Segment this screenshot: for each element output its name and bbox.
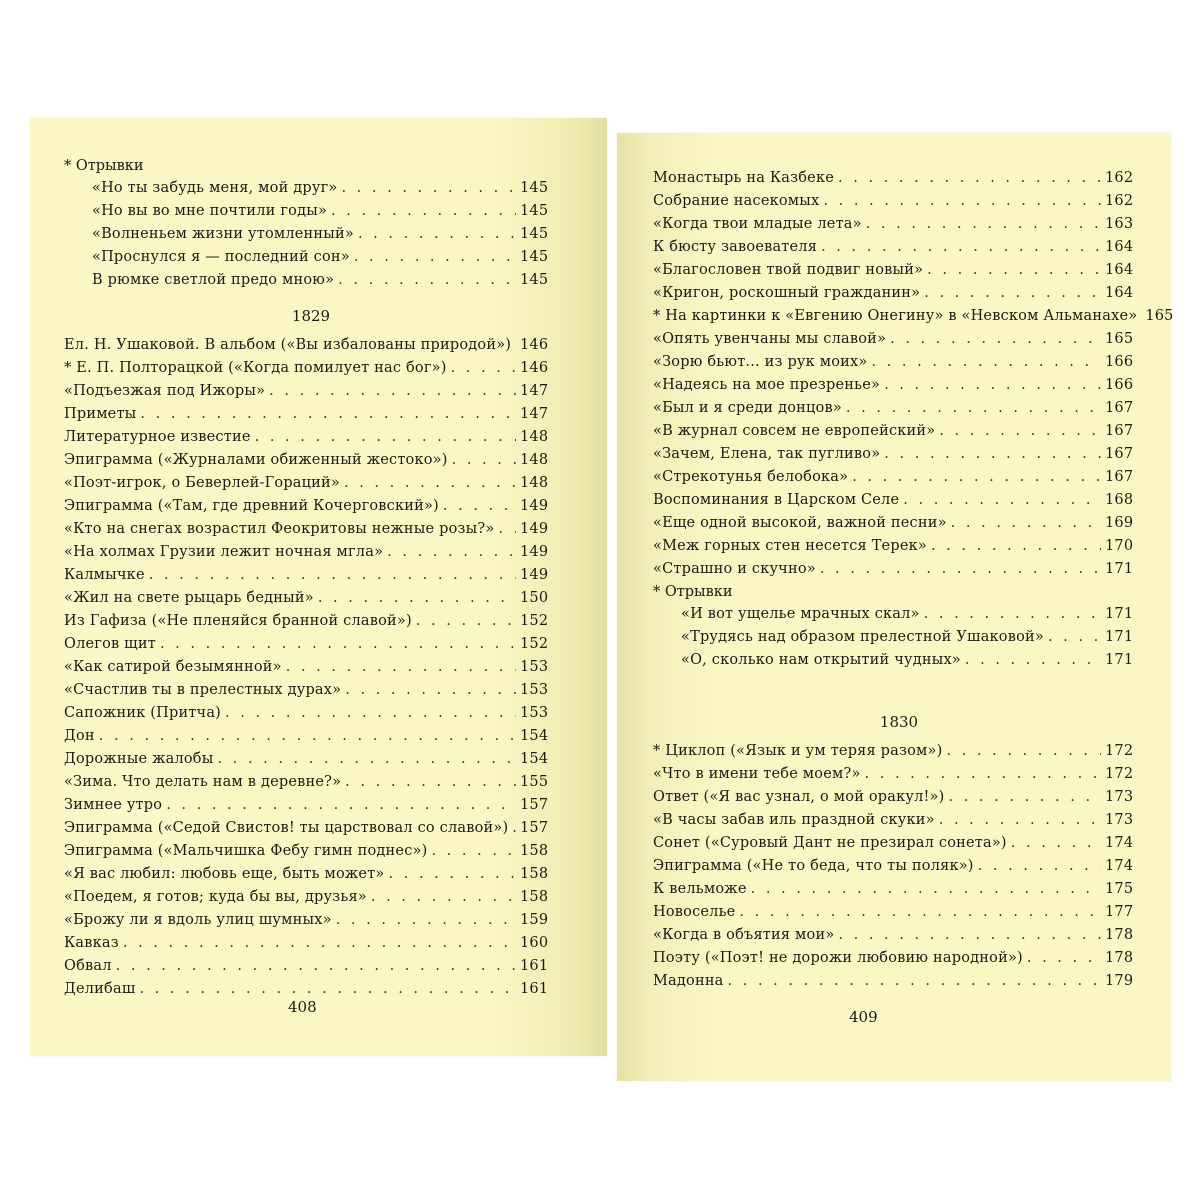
entry-page-number: 167 — [1105, 400, 1134, 416]
leader-dots — [866, 216, 1101, 232]
entry-page-number: 149 — [520, 521, 549, 537]
leader-dots — [371, 889, 516, 905]
toc-entry — [64, 866, 549, 889]
entry-page-number: 165 — [1145, 308, 1174, 324]
toc-entry — [64, 429, 549, 452]
entry-page-number: 149 — [520, 567, 549, 583]
toc-entry — [64, 912, 549, 935]
leader-dots — [431, 843, 516, 859]
entry-page-number: 146 — [520, 337, 549, 353]
leader-dots — [846, 400, 1101, 416]
leader-dots — [927, 262, 1101, 278]
entry-page-number: 153 — [520, 682, 549, 698]
leader-dots — [1027, 950, 1101, 966]
toc-entry — [64, 728, 549, 751]
fragments-heading: * Отрывки — [653, 584, 733, 600]
entry-title: «Еще одной высокой, важной песни» — [653, 515, 947, 531]
entry-page-number: 167 — [1105, 423, 1134, 439]
toc-entry — [64, 958, 549, 981]
toc-entry — [64, 521, 549, 544]
leader-dots — [852, 469, 1101, 485]
toc-entry — [653, 743, 1134, 766]
leader-dots — [978, 858, 1101, 874]
toc-entry — [64, 498, 549, 521]
left-toc — [64, 158, 549, 1004]
leader-dots — [871, 354, 1101, 370]
toc-entry — [64, 590, 549, 613]
leader-dots — [949, 789, 1102, 805]
entry-page-number: 154 — [520, 728, 549, 744]
entry-page-number: 163 — [1105, 216, 1134, 232]
entry-title: «Стрекотунья белобока» — [653, 469, 849, 485]
entry-title: «Жил на свете рыцарь бедный» — [64, 590, 314, 606]
toc-entry — [653, 927, 1134, 950]
leader-dots — [884, 446, 1101, 462]
fragments-heading: * Отрывки — [64, 158, 144, 174]
entry-title: Дон — [64, 728, 95, 744]
leader-dots — [965, 652, 1101, 668]
entry-title: Кавказ — [64, 935, 119, 951]
entry-page-number: 178 — [1105, 927, 1134, 943]
toc-entry — [64, 337, 549, 360]
entry-title: «Кригон, роскошный гражданин» — [653, 285, 921, 301]
leader-dots — [512, 820, 516, 836]
entry-page-number: 172 — [1105, 743, 1134, 759]
entry-page-number: 150 — [520, 590, 549, 606]
toc-entry — [64, 249, 549, 272]
entry-title: Поэту («Поэт! не дорожи любовию народной») — [653, 950, 1023, 966]
entry-title: «Трудясь над образом прелестной Ушаковой» — [681, 629, 1044, 645]
entry-title: Эпиграмма («Мальчишка Фебу гимн поднес») — [64, 843, 428, 859]
entry-page-number: 155 — [520, 774, 549, 790]
entry-title: Литературное известие — [64, 429, 251, 445]
toc-entry — [653, 193, 1134, 216]
entry-page-number: 178 — [1105, 950, 1134, 966]
leader-dots — [1048, 629, 1101, 645]
entry-page-number: 158 — [520, 889, 549, 905]
entry-title: «Поэт-игрок, о Беверлей-Гораций» — [64, 475, 340, 491]
entry-title: Собрание насекомых — [653, 193, 820, 209]
entry-page-number: 167 — [1105, 469, 1134, 485]
entry-page-number: 159 — [520, 912, 549, 928]
entry-title: «Но ты забудь меня, мой друг» — [92, 180, 338, 196]
entry-title: Калмычке — [64, 567, 145, 583]
toc-entry — [64, 226, 549, 249]
leader-dots — [269, 383, 516, 399]
entry-page-number: 154 — [520, 751, 549, 767]
entry-title: «Надеясь на мое презренье» — [653, 377, 881, 393]
entry-title: Олегов щит — [64, 636, 156, 652]
entry-title: «Меж горных стен несется Терек» — [653, 538, 927, 554]
toc-entry — [653, 858, 1134, 881]
toc-entry — [64, 820, 549, 843]
entry-page-number: 179 — [1105, 973, 1134, 989]
entry-title: «Страшно и скучно» — [653, 561, 816, 577]
entry-title: «Счастлив ты в прелестных дурах» — [64, 682, 342, 698]
toc-entry — [653, 492, 1134, 515]
entry-title: «Что в имени тебе моем?» — [653, 766, 861, 782]
entry-title: «И вот ущелье мрачных скал» — [681, 606, 920, 622]
toc-entry — [653, 766, 1134, 789]
entry-page-number: 147 — [520, 406, 549, 422]
entry-page-number: 161 — [520, 958, 549, 974]
entry-title: «В часы забав иль праздной скуки» — [653, 812, 935, 828]
leader-dots — [149, 567, 516, 583]
entry-title: «Когда в объятия мои» — [653, 927, 835, 943]
leader-dots — [123, 935, 516, 951]
entry-page-number: 164 — [1105, 239, 1134, 255]
entry-page-number: 171 — [1105, 561, 1134, 577]
leader-dots — [1011, 835, 1101, 851]
leader-dots — [341, 180, 516, 196]
toc-entry — [64, 705, 549, 728]
entry-title: «Кто на снегах возрастил Феокритовы нежные розы?» — [64, 521, 495, 537]
entry-title: К вельможе — [653, 881, 747, 897]
entry-page-number: 145 — [520, 272, 549, 288]
fragments-list — [64, 180, 549, 295]
page-number: 409 — [849, 1008, 878, 1026]
entry-title: «Опять увенчаны мы славой» — [653, 331, 887, 347]
entry-page-number: 152 — [520, 613, 549, 629]
toc-entry — [653, 538, 1134, 561]
leader-dots — [354, 249, 516, 265]
entry-page-number: 157 — [520, 820, 549, 836]
entry-title: «Проснулся я — последний сон» — [92, 249, 350, 265]
toc-entry — [64, 452, 549, 475]
toc-entry — [653, 400, 1134, 423]
leader-dots — [451, 360, 516, 376]
leader-dots — [286, 659, 516, 675]
leader-dots — [345, 682, 516, 698]
toc-entry — [64, 567, 549, 590]
toc-entry — [653, 423, 1134, 446]
leader-dots — [498, 521, 516, 537]
leader-dots — [838, 170, 1101, 186]
toc-entry — [653, 262, 1134, 285]
entry-title: К бюсту завоевателя — [653, 239, 818, 255]
leader-dots — [939, 812, 1101, 828]
toc-entry — [653, 652, 1134, 675]
toc-entry — [64, 360, 549, 383]
entry-page-number: 172 — [1105, 766, 1134, 782]
leader-dots — [751, 881, 1101, 897]
leader-dots — [225, 705, 516, 721]
entry-page-number: 162 — [1105, 193, 1134, 209]
entry-page-number: 157 — [520, 797, 549, 813]
entry-title: Делибаш — [64, 981, 136, 997]
toc-entry — [64, 544, 549, 567]
entry-page-number: 147 — [520, 383, 549, 399]
entry-page-number: 166 — [1105, 377, 1134, 393]
toc-entry — [64, 613, 549, 636]
entry-title: «Был и я среди донцов» — [653, 400, 842, 416]
entry-title: Мадонна — [653, 973, 724, 989]
leader-dots — [345, 774, 516, 790]
entry-title: Дорожные жалобы — [64, 751, 214, 767]
entry-title: «Но вы во мне почтили годы» — [92, 203, 328, 219]
entry-page-number: 167 — [1105, 446, 1134, 462]
entry-title: Ответ («Я вас узнал, о мой оракул!») — [653, 789, 945, 805]
entry-page-number: 145 — [520, 180, 549, 196]
entry-title: Приметы — [64, 406, 137, 422]
toc-entry — [64, 751, 549, 774]
toc-entry — [64, 843, 549, 866]
toc-entry — [653, 606, 1134, 629]
leader-dots — [140, 981, 517, 997]
toc-entry — [64, 272, 549, 295]
leader-dots — [217, 751, 516, 767]
leader-dots — [515, 337, 516, 353]
entry-title: Монастырь на Казбеке — [653, 170, 835, 186]
toc-entry — [653, 515, 1134, 538]
leader-dots — [820, 561, 1101, 577]
entry-page-number: 145 — [520, 249, 549, 265]
toc-entry — [653, 561, 1134, 584]
entry-page-number: 148 — [520, 452, 549, 468]
entry-page-number: 171 — [1105, 606, 1134, 622]
toc-list — [653, 743, 1134, 996]
leader-dots — [890, 331, 1101, 347]
entry-page-number: 153 — [520, 659, 549, 675]
leader-dots — [318, 590, 516, 606]
leader-dots — [331, 203, 516, 219]
entry-page-number: 152 — [520, 636, 549, 652]
entry-title: Эпиграмма («Журналами обиженный жестоко») — [64, 452, 448, 468]
toc-entry — [64, 203, 549, 226]
toc-entry — [64, 774, 549, 797]
year-heading: 1830 — [879, 713, 919, 731]
entry-page-number: 165 — [1105, 331, 1134, 347]
leader-dots — [387, 544, 516, 560]
leader-dots — [358, 226, 516, 242]
entry-title: * На картинки к «Евгению Онегину» в «Невском Альманахе» — [653, 308, 1138, 324]
entry-title: Обвал — [64, 958, 112, 974]
toc-entry — [653, 469, 1134, 492]
toc-entry — [653, 446, 1134, 469]
entry-page-number: 161 — [520, 981, 549, 997]
leader-dots — [389, 866, 516, 882]
entry-page-number: 166 — [1105, 354, 1134, 370]
toc-entry — [653, 881, 1134, 904]
entry-page-number: 173 — [1105, 812, 1134, 828]
entry-page-number: 174 — [1105, 835, 1134, 851]
entry-title: «На холмах Грузии лежит ночная мгла» — [64, 544, 384, 560]
entry-title: «Волненьем жизни утомленный» — [92, 226, 354, 242]
entry-page-number: 145 — [520, 226, 549, 242]
toc-entry — [653, 170, 1134, 193]
entry-page-number: 162 — [1105, 170, 1134, 186]
leader-dots — [116, 958, 516, 974]
entry-page-number: 145 — [520, 203, 549, 219]
entry-title: «Благословен твой подвиг новый» — [653, 262, 924, 278]
toc-entry — [64, 406, 549, 429]
toc-entry — [653, 377, 1134, 400]
leader-dots — [838, 927, 1101, 943]
entry-page-number: 158 — [520, 843, 549, 859]
entry-page-number: 158 — [520, 866, 549, 882]
leader-dots — [166, 797, 516, 813]
toc-entry — [64, 797, 549, 820]
year-heading: 1829 — [291, 307, 331, 325]
leader-dots — [884, 377, 1101, 393]
entry-page-number: 148 — [520, 429, 549, 445]
toc-entry — [653, 308, 1174, 331]
entry-title: «Подъезжая под Ижоры» — [64, 383, 266, 399]
entry-page-number: 177 — [1105, 904, 1134, 920]
leader-dots — [728, 973, 1101, 989]
leader-dots — [416, 613, 516, 629]
leader-dots — [255, 429, 516, 445]
right-page — [617, 133, 1174, 1081]
entry-title: Эпиграмма («Не то беда, что ты поляк») — [653, 858, 974, 874]
leader-dots — [99, 728, 516, 744]
page-number: 408 — [288, 998, 317, 1016]
toc-entry — [64, 935, 549, 958]
toc-entry — [653, 285, 1134, 308]
fragments-list — [653, 606, 1134, 675]
toc-entry — [64, 383, 549, 406]
toc-entry — [64, 475, 549, 498]
leader-dots — [951, 515, 1101, 531]
entry-title: «Зачем, Елена, так пугливо» — [653, 446, 881, 462]
entry-page-number: 174 — [1105, 858, 1134, 874]
entry-title: В рюмке светлой предо мною» — [92, 272, 335, 288]
leader-dots — [823, 193, 1101, 209]
leader-dots — [443, 498, 516, 514]
entry-title: «О, сколько нам открытий чудных» — [681, 652, 961, 668]
leader-dots — [452, 452, 516, 468]
entry-page-number: 164 — [1105, 262, 1134, 278]
entry-title: «Поедем, я готов; куда бы вы, друзья» — [64, 889, 367, 905]
leader-dots — [739, 904, 1101, 920]
entry-title: Сонет («Суровый Дант не презирал сонета») — [653, 835, 1007, 851]
leader-dots — [160, 636, 516, 652]
entry-title: «Как сатирой безымянной» — [64, 659, 282, 675]
toc-entry — [64, 636, 549, 659]
leader-dots — [821, 239, 1101, 255]
toc-entry — [653, 973, 1134, 996]
toc-entry — [653, 216, 1134, 239]
left-page — [30, 118, 607, 1056]
entry-title: «Брожу ли я вдоль улиц шумных» — [64, 912, 332, 928]
entry-title: «Зима. Что делать нам в деревне?» — [64, 774, 342, 790]
toc-entry — [653, 239, 1134, 262]
entry-page-number: 175 — [1105, 881, 1134, 897]
entry-title: Ел. Н. Ушаковой. В альбом («Вы избалованы природой») — [64, 337, 512, 353]
leader-dots — [931, 538, 1101, 554]
toc-entry — [64, 659, 549, 682]
leader-dots — [338, 272, 516, 288]
entry-page-number: 149 — [520, 498, 549, 514]
entry-title: * Е. П. Полторацкой («Когда помилует нас бог») — [64, 360, 447, 376]
toc-list — [64, 337, 549, 1004]
toc-entry — [64, 180, 549, 203]
entry-title: Зимнее утро — [64, 797, 163, 813]
right-toc — [653, 170, 1174, 996]
toc-entry — [653, 950, 1134, 973]
entry-title: Эпиграмма («Там, где древний Кочерговский») — [64, 498, 439, 514]
leader-dots — [946, 743, 1101, 759]
entry-page-number: 171 — [1105, 629, 1134, 645]
entry-title: Воспоминания в Царском Селе — [653, 492, 900, 508]
entry-page-number: 153 — [520, 705, 549, 721]
toc-entry — [653, 835, 1134, 858]
toc-entry — [653, 812, 1134, 835]
entry-page-number: 173 — [1105, 789, 1134, 805]
leader-dots — [336, 912, 516, 928]
entry-title: Новоселье — [653, 904, 736, 920]
toc-list — [653, 170, 1174, 584]
entry-page-number: 160 — [520, 935, 549, 951]
entry-page-number: 164 — [1105, 285, 1134, 301]
entry-title: Из Гафиза («Не пленяйся бранной славой») — [64, 613, 412, 629]
entry-title: «Зорю бьют... из рук моих» — [653, 354, 868, 370]
entry-title: «В журнал совсем не европейский» — [653, 423, 936, 439]
entry-page-number: 171 — [1105, 652, 1134, 668]
toc-entry — [653, 904, 1134, 927]
entry-page-number: 146 — [520, 360, 549, 376]
toc-entry — [653, 789, 1134, 812]
entry-page-number: 170 — [1105, 538, 1134, 554]
toc-entry — [64, 889, 549, 912]
entry-title: «Когда твои младые лета» — [653, 216, 862, 232]
toc-entry — [653, 629, 1134, 652]
entry-title: «Я вас любил: любовь еще, быть может» — [64, 866, 385, 882]
leader-dots — [903, 492, 1101, 508]
toc-entry — [653, 354, 1134, 377]
leader-dots — [140, 406, 516, 422]
leader-dots — [865, 766, 1101, 782]
entry-title: Сапожник (Притча) — [64, 705, 222, 721]
leader-dots — [939, 423, 1101, 439]
entry-page-number: 148 — [520, 475, 549, 491]
toc-entry — [653, 331, 1134, 354]
entry-page-number: 149 — [520, 544, 549, 560]
leader-dots — [924, 606, 1101, 622]
entry-title: * Циклоп («Язык и ум теряя разом») — [653, 743, 943, 759]
entry-page-number: 169 — [1105, 515, 1134, 531]
leader-dots — [924, 285, 1101, 301]
leader-dots — [344, 475, 516, 491]
toc-entry — [64, 682, 549, 705]
entry-title: Эпиграмма («Седой Свистов! ты царствовал со славой») — [64, 820, 509, 836]
entry-page-number: 168 — [1105, 492, 1134, 508]
